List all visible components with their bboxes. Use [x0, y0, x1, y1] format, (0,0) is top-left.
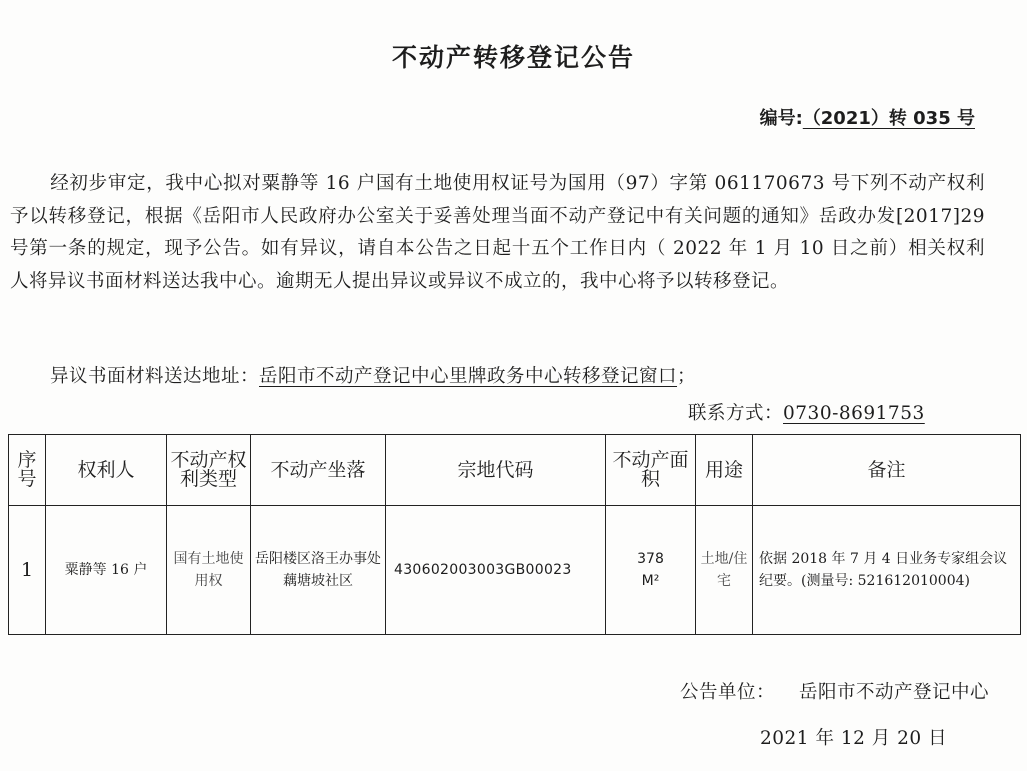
document-number: [760, 104, 975, 130]
page-title: 不动产转移登记公告: [391, 43, 635, 72]
contact-label: 联系方式：: [688, 403, 784, 424]
header-holder: 权利人: [46, 435, 167, 506]
cell-area: [606, 506, 696, 635]
header-remarks: 备注: [753, 435, 1021, 506]
header-location: 不动产坐落: [251, 435, 386, 506]
issuer: [680, 678, 989, 704]
issue-date: 2021 年 12 月 20 日: [760, 728, 948, 749]
document-number-value: （2021）转 035 号: [802, 108, 975, 129]
header-seq: 序号: [9, 435, 46, 506]
announcement-body-text: 经初步审定，我中心拟对粟静等 16 户国有土地使用权证号为国用（97）字第 061170673 号下列不动产权利予以转移登记，根据《岳阳市人民政府办公室关于妥善处理当面不动产登记中有关问题的通知》岳政办发[2017]29 号第一条的规定，现予公告。如有异议，请自本公告之日起十五个工作日内（ 2022 年 1 月 10 日之前）相关权利人将异议书面材料送达我中心。逾期无人提出异议或异议不成立的，我中心将予以转移登记。: [10, 173, 985, 292]
objection-address-label: 异议书面材料送达地址：: [50, 366, 260, 387]
header-area: 不动产面积: [606, 435, 696, 506]
area-unit: M²: [641, 573, 660, 589]
header-parcel-code: 宗地代码: [386, 435, 606, 506]
contact-info: [688, 399, 925, 425]
cell-holder: 粟静等 16 户: [46, 506, 167, 635]
objection-address: [50, 362, 696, 388]
cell-parcel-code: 430602003003GB00023: [386, 506, 606, 635]
cell-usage: 土地/住宅: [696, 506, 753, 635]
header-usage: 用途: [696, 435, 753, 506]
table-row: [9, 506, 1021, 635]
cell-seq: 1: [9, 506, 46, 635]
announcement-body: [10, 168, 985, 298]
header-right-type: 不动产权利类型: [167, 435, 251, 506]
cell-right-type: 国有土地使用权: [167, 506, 251, 635]
contact-phone: 0730-8691753: [783, 403, 925, 424]
issuer-label: 公告单位：: [680, 682, 776, 703]
objection-address-suffix: ；: [677, 366, 697, 387]
objection-address-value: 岳阳市不动产登记中心里牌政务中心转移登记窗口: [259, 366, 678, 387]
issuer-name: 岳阳市不动产登记中心: [799, 682, 990, 703]
table-header-row: [9, 435, 1021, 506]
cell-remarks: 依据 2018 年 7 月 4 日业务专家组会议纪要。(测量号: 521612010004): [753, 506, 1021, 635]
area-value: 378: [637, 551, 664, 567]
document-number-label: 编号:: [759, 108, 803, 129]
registration-table: [8, 434, 1021, 635]
cell-location: 岳阳楼区洛王办事处藕塘坡社区: [251, 506, 386, 635]
